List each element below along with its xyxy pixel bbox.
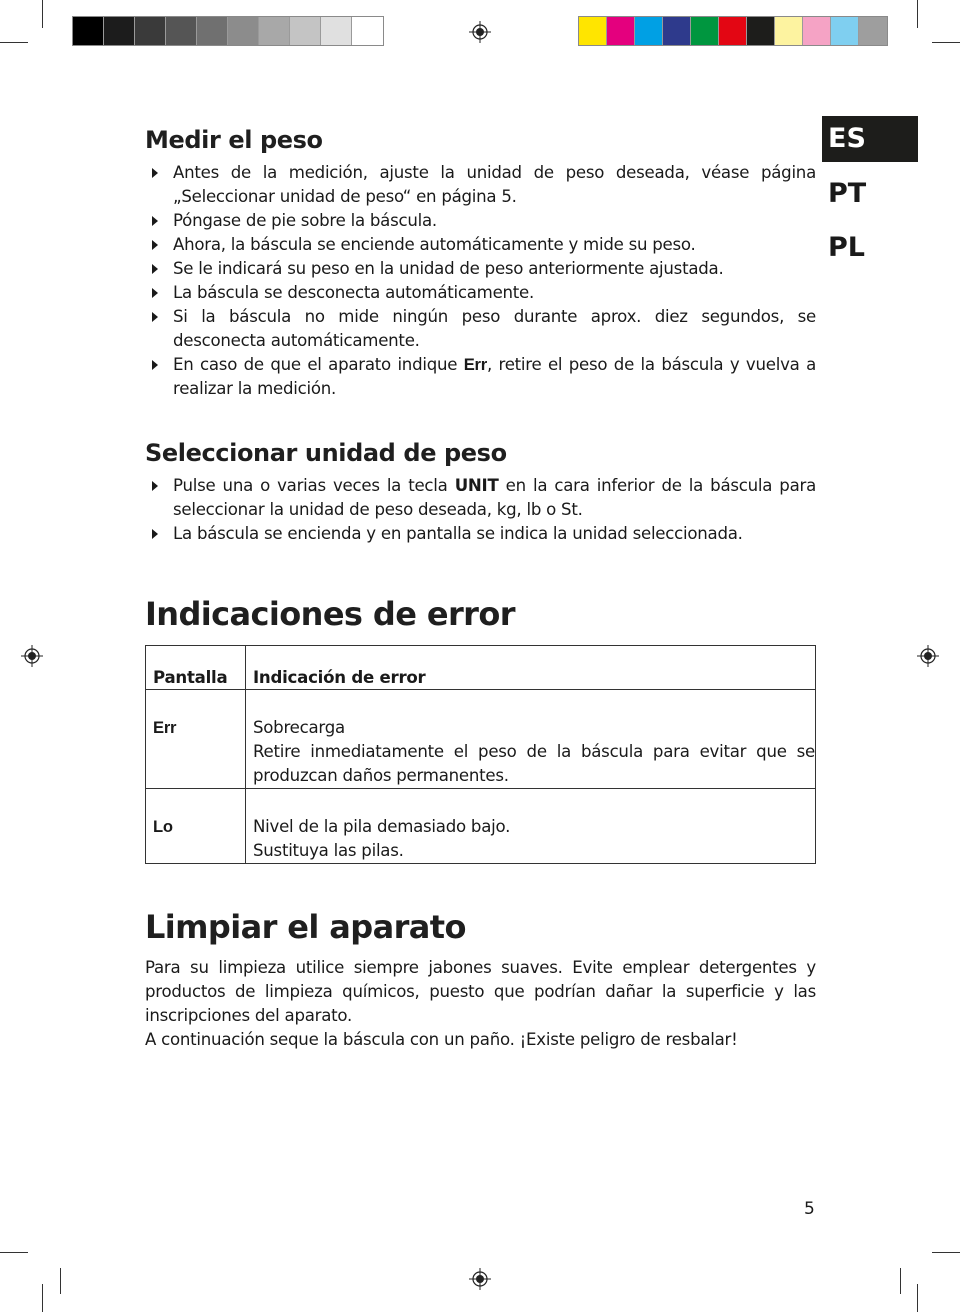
color-swatch [321, 17, 352, 45]
color-swatch [747, 17, 775, 45]
color-swatch [259, 17, 290, 45]
registration-mark-icon [469, 1268, 491, 1290]
section-title-medir: Medir el peso [145, 126, 323, 154]
color-swatch [166, 17, 197, 45]
list-item: Ahora, la báscula se enciende automáticamente y mide su peso. [150, 233, 816, 257]
color-swatch [691, 17, 719, 45]
list-item: Si la báscula no mide ningún peso durante aprox. diez segundos, se desconecta automáticamente. [150, 305, 816, 353]
error-description-cell [246, 690, 816, 789]
crop-mark [932, 42, 960, 43]
color-swatch [73, 17, 104, 45]
list-item: Póngase de pie sobre la báscula. [150, 209, 816, 233]
arrow-bullet-icon [152, 288, 158, 298]
table-row [146, 789, 816, 864]
unit-key-label: UNIT [454, 476, 499, 495]
registration-mark-icon [917, 645, 939, 667]
grayscale-color-bar [72, 16, 384, 46]
error-description-line: Nivel de la pila demasiado bajo. [253, 817, 511, 836]
color-swatch [197, 17, 228, 45]
section-title-errores: Indicaciones de error [145, 595, 515, 633]
paragraph: A continuación seque la báscula con un paño. ¡Existe peligro de resbalar! [145, 1030, 738, 1049]
column-header-display: Pantalla [146, 646, 246, 690]
table-row [146, 690, 816, 789]
page-number: 5 [804, 1199, 815, 1219]
registration-mark-icon [21, 645, 43, 667]
arrow-bullet-icon [152, 360, 158, 370]
arrow-bullet-icon [152, 240, 158, 250]
error-code-cell: Err [146, 690, 246, 789]
crop-mark [0, 1252, 28, 1253]
color-swatch [579, 17, 607, 45]
lang-tab-pl: PL [828, 232, 865, 263]
err-code: Err [463, 355, 487, 374]
color-swatch [831, 17, 859, 45]
error-description-line: Retire inmediatamente el peso de la báscula para evitar que se produzcan daños permanentes. [253, 742, 815, 785]
crop-mark [42, 1284, 43, 1312]
arrow-bullet-icon [152, 168, 158, 178]
list-item: La báscula se encienda y en pantalla se indica la unidad seleccionada. [150, 522, 816, 546]
list-item: La báscula se desconecta automáticamente. [150, 281, 816, 305]
process-color-bar [578, 16, 888, 46]
seleccionar-steps-list [150, 474, 816, 546]
color-swatch [228, 17, 259, 45]
arrow-bullet-icon [152, 529, 158, 539]
list-item: Antes de la medición, ajuste la unidad de peso deseada, véase página „Seleccionar unidad de peso“ en página 5. [150, 161, 816, 209]
color-swatch [352, 17, 383, 45]
error-description-line: Sobrecarga [253, 718, 345, 737]
cleaning-text [145, 956, 816, 1052]
crop-mark [932, 1252, 960, 1253]
crop-mark [60, 1268, 61, 1294]
list-item: Se le indicará su peso en la unidad de peso anteriormente ajustada. [150, 257, 816, 281]
paragraph: Para su limpieza utilice siempre jabones suaves. Evite emplear detergentes y productos de limpieza químicos, puesto que podrían dañar la superficie y las inscripciones del aparato. [145, 958, 816, 1025]
table-header-row [146, 646, 816, 690]
column-header-error: Indicación de error [246, 646, 816, 690]
color-swatch [104, 17, 135, 45]
color-swatch [607, 17, 635, 45]
section-title-limpiar: Limpiar el aparato [145, 908, 466, 946]
color-swatch [635, 17, 663, 45]
arrow-bullet-icon [152, 264, 158, 274]
crop-mark [900, 1268, 901, 1294]
color-swatch [803, 17, 831, 45]
medir-steps-list [150, 161, 816, 401]
error-description-cell [246, 789, 816, 864]
color-swatch [719, 17, 747, 45]
color-swatch [135, 17, 166, 45]
color-swatch [775, 17, 803, 45]
color-swatch [663, 17, 691, 45]
lang-tab-es: ES [822, 116, 918, 162]
arrow-bullet-icon [152, 312, 158, 322]
crop-mark [42, 0, 43, 28]
color-swatch [290, 17, 321, 45]
list-item: En caso de que el aparato indique Err, retire el peso de la báscula y vuelva a realizar la medición. [150, 353, 816, 401]
registration-mark-icon [469, 21, 491, 43]
section-title-seleccionar: Seleccionar unidad de peso [145, 439, 507, 467]
crop-mark [917, 0, 918, 28]
crop-mark [917, 1284, 918, 1312]
error-code-cell: Lo [146, 789, 246, 864]
crop-mark [0, 42, 28, 43]
lang-tab-pt: PT [828, 178, 867, 209]
arrow-bullet-icon [152, 216, 158, 226]
color-swatch [859, 17, 887, 45]
arrow-bullet-icon [152, 481, 158, 491]
error-description-line: Sustituya las pilas. [253, 841, 404, 860]
list-item: Pulse una o varias veces la tecla UNIT en la cara inferior de la báscula para seleccionar la unidad de peso deseada, kg, lb o St. [150, 474, 816, 522]
error-table [145, 645, 816, 864]
